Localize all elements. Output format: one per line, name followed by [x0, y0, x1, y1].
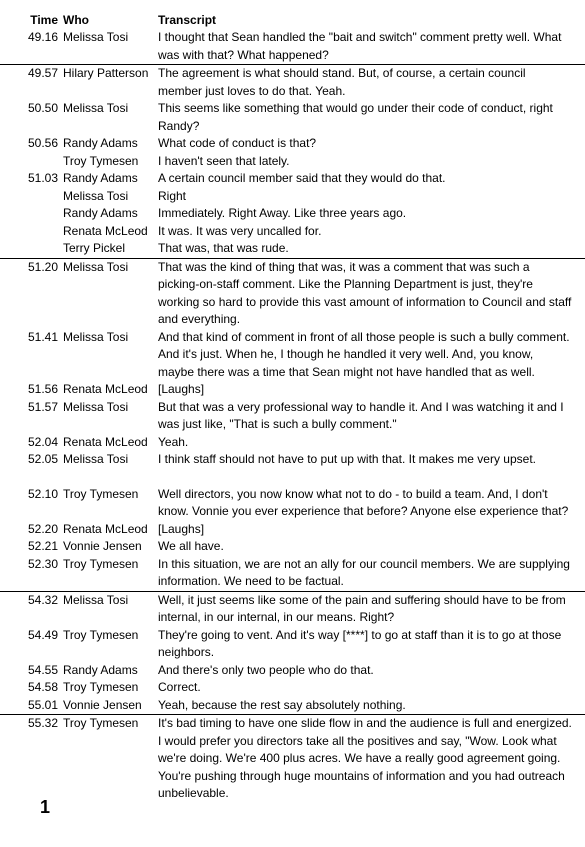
table-row [0, 240, 585, 258]
speaker-cell: Melissa Tosi [63, 452, 129, 466]
transcript-cell: Well directors, you now know what not to do - to build a team. And, I don't know. Vonnie you ever experience that before? Anyone else experience that? [158, 486, 569, 518]
row-spacer [0, 469, 585, 486]
speaker-cell: Vonnie Jensen [63, 697, 142, 712]
speaker-cell: Randy Adams [63, 136, 138, 150]
time-cell: 55.01 [27, 697, 58, 712]
transcript-cell: I think staff should not have to put up with that. It makes me very upset. [158, 452, 536, 466]
speaker-cell: Melissa Tosi [63, 592, 129, 607]
time-cell: 52.05 [27, 452, 58, 466]
table-row [0, 29, 585, 64]
table-row [0, 223, 585, 241]
table-row [0, 714, 585, 803]
transcript-cell: [Laughs] [158, 382, 205, 396]
table-row [0, 591, 585, 627]
speaker-cell: Renata McLeod [63, 382, 148, 396]
transcript-column-header: Transcript [158, 13, 217, 27]
time-cell: 51.57 [27, 399, 58, 414]
transcript-cell: And that kind of comment in front of all those people is such a bully comment. And it's just. When he, I though he handled it very well. And, you know, maybe there was a time that Sean might not have handled that as well. [158, 329, 570, 379]
transcript-cell: Right [158, 188, 187, 203]
transcript-cell: And there's only two people who do that. [158, 662, 374, 677]
transcript-rows [0, 29, 585, 803]
transcript-cell: They're going to vent. And it's way [****] to go at staff than it is to go at those neighbors. [158, 627, 562, 659]
time-cell: 49.57 [27, 66, 58, 80]
table-row [0, 451, 585, 469]
table-row [0, 521, 585, 539]
table-row [0, 662, 585, 680]
transcript-cell: Well, it just seems like some of the pain and suffering should have to be from internal, in our internal, in our means. Right? [158, 592, 566, 624]
table-row [0, 188, 585, 206]
table-row [0, 153, 585, 171]
transcript-cell: What code of conduct is that? [158, 136, 317, 150]
time-cell: 54.55 [27, 662, 58, 677]
time-cell: 51.03 [27, 171, 58, 185]
speaker-cell: Vonnie Jensen [63, 539, 142, 553]
time-cell: 52.20 [27, 521, 58, 536]
speaker-cell: Hilary Patterson [63, 66, 149, 80]
speaker-cell: Melissa Tosi [63, 399, 129, 414]
table-row [0, 538, 585, 556]
table-row [0, 627, 585, 662]
speaker-cell: Melissa Tosi [63, 188, 129, 203]
table-row [0, 170, 585, 188]
speaker-cell: Renata McLeod [63, 223, 148, 238]
speaker-cell: Troy Tymesen [63, 627, 139, 642]
transcript-cell: Immediately. Right Away. Like three years ago. [158, 206, 407, 220]
transcript-cell: But that was a very professional way to handle it. And I was watching it and I was just like, "That is such a bully comment." [158, 399, 564, 431]
time-cell: 55.32 [27, 716, 58, 730]
transcript-cell: It's bad timing to have one slide flow in and the audience is full and energized. I would prefer you directors take all the positives and say, "Wow. Look what we're doing. We're 400 plus acres. We have a really good agreement going. You're pushing through huge mountains of information and you had outreach unbelievable. [158, 716, 572, 800]
transcript-cell: In this situation, we are not an ally for our council members. We are supplying information. We need to be factual. [158, 556, 570, 588]
table-row [0, 434, 585, 452]
speaker-cell: Terry Pickel [63, 241, 126, 255]
transcript-cell: We all have. [158, 539, 224, 553]
time-cell: 52.04 [27, 434, 58, 449]
speaker-cell: Troy Tymesen [63, 153, 139, 168]
table-row [0, 679, 585, 697]
transcript-cell: I thought that Sean handled the "bait and switch" comment pretty well. What was with that? What happened? [158, 30, 562, 62]
table-row [0, 556, 585, 591]
transcript-cell: That was the kind of thing that was, it was a comment that was such a picking-on-staff comment. Like the Planning Department is just, they're working so hard to provide this vast amount of information to Council and staff and everything. [158, 259, 572, 326]
speaker-cell: Troy Tymesen [63, 716, 139, 730]
table-row [0, 486, 585, 521]
time-cell: 51.56 [27, 382, 58, 396]
time-cell: 54.32 [27, 592, 58, 607]
who-column-header: Who [63, 13, 89, 27]
time-cell: 52.21 [27, 539, 58, 553]
transcript-table [0, 12, 585, 803]
table-header [0, 12, 585, 29]
speaker-cell: Renata McLeod [63, 434, 148, 449]
table-row [0, 135, 585, 153]
page-number: 1 [40, 797, 51, 817]
transcript-cell: Yeah, because the rest say absolutely nothing. [158, 697, 406, 712]
transcript-cell: The agreement is what should stand. But, of course, a certain council member just loves to do that. Yeah. [158, 66, 526, 98]
time-cell: 51.20 [27, 259, 58, 274]
time-cell: 52.10 [27, 486, 58, 501]
time-cell: 50.56 [27, 136, 58, 150]
time-column-header: Time [30, 13, 58, 27]
time-cell: 50.50 [27, 101, 58, 115]
speaker-cell: Melissa Tosi [63, 101, 129, 115]
table-row [0, 399, 585, 434]
transcript-cell: [Laughs] [158, 521, 205, 536]
transcript-cell: It was. It was very uncalled for. [158, 223, 322, 238]
table-row [0, 381, 585, 399]
table-row [0, 64, 585, 100]
table-row [0, 258, 585, 329]
time-cell: 51.41 [27, 329, 58, 344]
transcript-cell: A certain council member said that they would do that. [158, 171, 446, 185]
speaker-cell: Randy Adams [63, 662, 138, 677]
table-row [0, 100, 585, 135]
speaker-cell: Melissa Tosi [63, 30, 129, 44]
speaker-cell: Troy Tymesen [63, 680, 139, 694]
speaker-cell: Melissa Tosi [63, 259, 129, 274]
time-cell: 52.30 [27, 556, 58, 571]
time-cell: 54.49 [27, 627, 58, 642]
transcript-cell: I haven't seen that lately. [158, 153, 290, 168]
table-row [0, 329, 585, 382]
speaker-cell: Melissa Tosi [63, 329, 129, 344]
speaker-cell: Randy Adams [63, 171, 138, 185]
transcript-cell: Correct. [158, 680, 201, 694]
table-row [0, 205, 585, 223]
time-cell: 54.58 [27, 680, 58, 694]
speaker-cell: Troy Tymesen [63, 556, 139, 571]
transcript-cell: Yeah. [158, 434, 189, 449]
transcript-cell: This seems like something that would go under their code of conduct, right Randy? [158, 101, 553, 133]
time-cell: 49.16 [27, 30, 58, 44]
speaker-cell: Troy Tymesen [63, 486, 139, 501]
table-row [0, 697, 585, 715]
transcript-cell: That was, that was rude. [158, 241, 289, 255]
speaker-cell: Randy Adams [63, 206, 138, 220]
speaker-cell: Renata McLeod [63, 521, 148, 536]
